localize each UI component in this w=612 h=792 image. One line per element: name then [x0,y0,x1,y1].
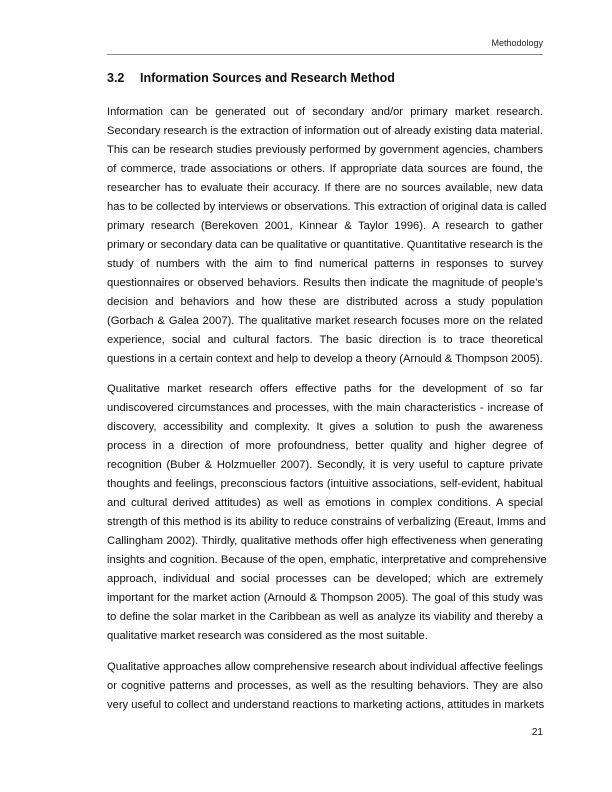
text-line: discovery, accessibility and complexity. It gives a solution to push the awareness [107,421,543,433]
text-line: experience, social and cultural factors. The basic direction is to trace theoretical [107,334,543,346]
text-line: to define the solar market in the Caribbean as well as analyze its viability and thereby a [107,611,543,623]
paragraph-3 [107,658,543,715]
text-line: recognition (Buber & Holzmueller 2007). Secondly, it is very useful to capture private [107,459,543,471]
text-line: Secondary research is the extraction of information out of already existing data material. [107,125,543,137]
text-line: important for the market action (Arnould & Thompson 2005). The goal of this study was [107,592,543,604]
text-line: questionnaires or observed behaviors. Results then indicate the magnitude of people’s [107,277,543,289]
text-line: This can be research studies previously performed by government agencies, chambers [107,144,543,156]
running-header: Methodology [491,38,543,48]
text-line: Information can be generated out of secondary and/or primary market research. [107,106,543,118]
section-number: 3.2 [107,71,125,85]
text-line: study of numbers with the aim to find numerical patterns in responses to survey [107,258,543,270]
text-line: insights and cognition. Because of the open, emphatic, interpretative and comprehensive [107,554,547,566]
text-line: and cultural derived attitudes) as well as emotions in complex conditions. A special [107,497,543,509]
text-line: decision and behaviors and how these are distributed across a study population [107,296,543,308]
text-line: has to be collected by interviews or observations. This extraction of original data is called [107,201,547,213]
paragraph-2 [107,380,547,646]
text-line: primary or secondary data can be qualitative or quantitative. Quantitative research is the [107,239,543,251]
text-line: Qualitative approaches allow comprehensive research about individual affective feelings [107,661,543,673]
text-line: undiscovered circumstances and processes, with the main characteristics - increase of [107,402,543,414]
text-line: or cognitive patterns and processes, as well as the resulting behaviors. They are also [107,680,543,692]
text-line: (Gorbach & Galea 2007). The qualitative market research focuses more on the related [107,315,543,327]
text-line: primary research (Berekoven 2001, Kinnear & Taylor 1996). A research to gather [107,220,543,232]
header-rule [107,54,543,55]
text-line: approach, individual and social processes can be developed; which are extremely [107,573,543,585]
text-line: researcher has to evaluate their accuracy. If there are no sources available, new data [107,182,543,194]
paragraph-1 [107,103,547,369]
text-line: thoughts and feelings, preconscious factors (intuitive associations, self-evident, habitual [107,478,543,490]
text-line: Callingham 2002). Thirdly, qualitative methods offer high effectiveness when generating [107,535,543,547]
section-title: Information Sources and Research Method [140,71,395,85]
text-line: questions in a certain context and help to develop a theory (Arnould & Thompson 2005). [107,353,543,365]
text-line: qualitative market research was considered as the most suitable. [107,630,428,642]
section-heading [107,71,395,85]
page-number: 21 [531,727,543,738]
text-line: Qualitative market research offers effective paths for the development of so far [107,383,543,395]
text-line: of commerce, trade associations or others. If appropriate data sources are found, the [107,163,543,175]
text-line: strength of this method is its ability to reduce constrains of verbalizing (Ereaut, Imms and [107,516,547,528]
text-line: very useful to collect and understand reactions to marketing actions, attitudes in markets [107,699,545,711]
text-line: process in a direction of more profoundness, better quality and higher degree of [107,440,543,452]
